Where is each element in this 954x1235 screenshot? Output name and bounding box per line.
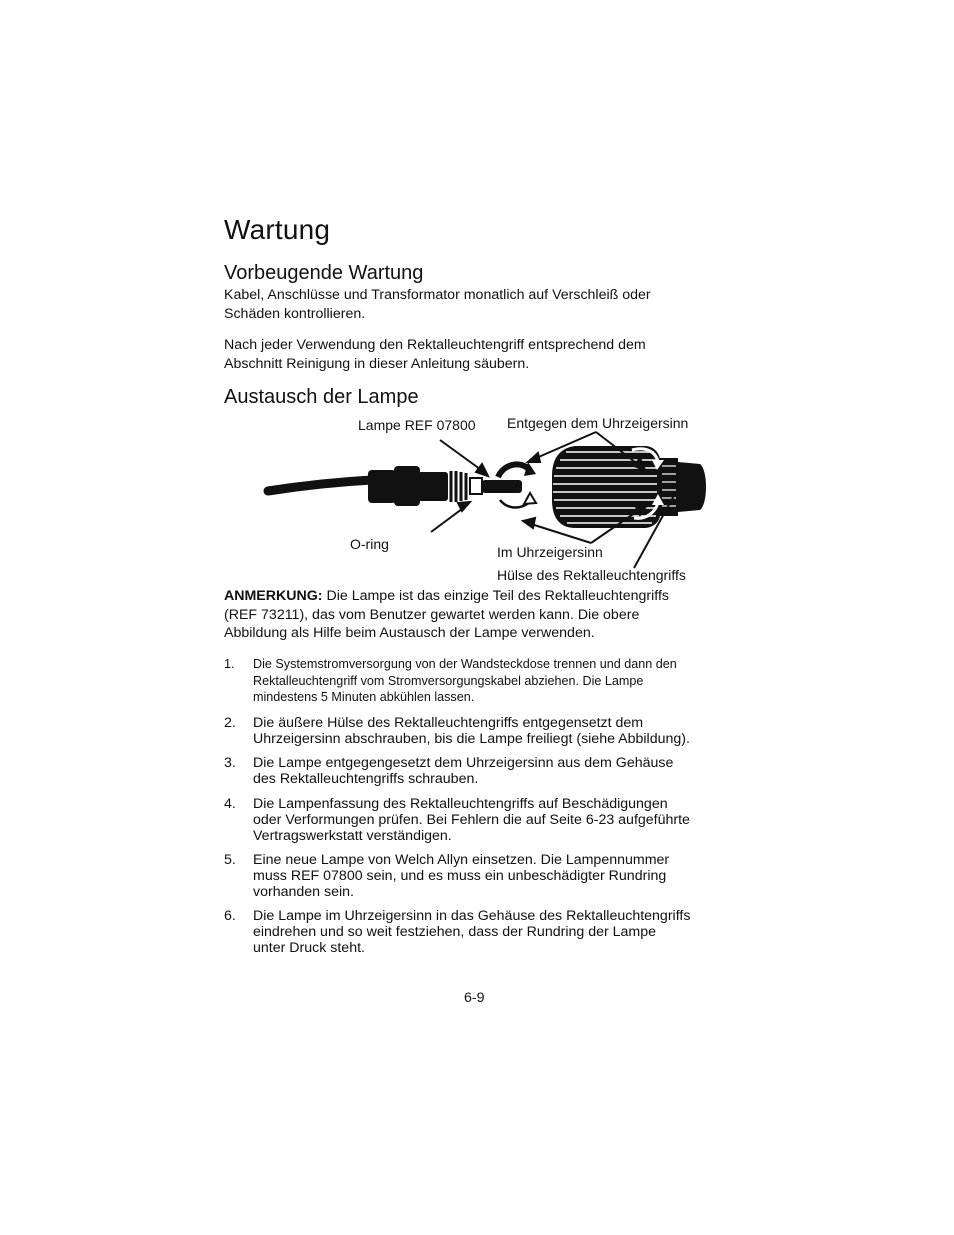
note-line xyxy=(224,587,734,606)
paragraph-line: Kabel, Anschlüsse und Transformator monatlich auf Verschleiß oder xyxy=(224,287,651,303)
step-line: Die Lampe entgegengesetzt dem Uhrzeigersinn aus dem Gehäuse xyxy=(253,755,674,771)
step-number: 2. xyxy=(224,715,236,731)
step-number: 4. xyxy=(224,796,236,812)
connector-body xyxy=(368,470,396,503)
list-item-step-2 xyxy=(224,715,736,747)
lamp-base xyxy=(470,478,482,494)
note-paragraph xyxy=(224,587,734,643)
note-text: Die Lampe ist das einzige Teil des Rektalleuchtengriffs xyxy=(322,588,670,604)
power-cable xyxy=(268,480,372,491)
step-number: 5. xyxy=(224,852,236,868)
page-number: 6-9 xyxy=(464,990,485,1006)
label-counterclockwise: Entgegen dem Uhrzeigersinn xyxy=(507,415,689,431)
step-line: mindestens 5 Minuten abkühlen lassen. xyxy=(253,690,475,704)
step-number: 3. xyxy=(224,755,236,771)
thread-rings xyxy=(451,471,466,502)
step-line: Vertragswerkstatt verständigen. xyxy=(253,828,452,844)
note-prefix: ANMERKUNG: xyxy=(224,588,323,604)
step-line: muss REF 07800 sein, und es muss ein unbeschädigter Rundring xyxy=(253,868,667,884)
connector-collar xyxy=(394,466,420,506)
step-number: 6. xyxy=(224,908,236,924)
step-line: Die äußere Hülse des Rektalleuchtengriffs entgegensetzt dem xyxy=(253,715,644,731)
label-handle-sleeve: Hülse des Rektalleuchtengriffs xyxy=(497,567,686,583)
paragraph-line: Nach jeder Verwendung den Rektalleuchtengriff entsprechend dem xyxy=(224,337,646,353)
list-item-step-1 xyxy=(224,656,736,706)
step-line: Uhrzeigersinn abschrauben, bis die Lampe freiliegt (siehe Abbildung). xyxy=(253,731,690,747)
note-line: (REF 73211), das vom Benutzer gewartet werden kann. Die obere xyxy=(224,606,640,623)
label-o-ring: O-ring xyxy=(350,536,389,552)
step-line: Rektalleuchtengriff vom Stromversorgungskabel abziehen. Die Lampe xyxy=(253,673,644,688)
step-line: Die Systemstromversorgung von der Wandsteckdose trennen und dann den xyxy=(253,657,677,671)
step-line: unter Druck steht. xyxy=(253,940,365,956)
step-number: 1. xyxy=(224,657,235,671)
list-item-step-6 xyxy=(224,908,736,956)
list-item-step-5 xyxy=(224,852,736,900)
note-line: Abbildung als Hilfe beim Austausch der Lampe verwenden. xyxy=(224,625,595,641)
step-line: Die Lampe im Uhrzeigersinn in das Gehäuse des Rektalleuchtengriffs xyxy=(253,908,691,924)
step-line: eindrehen und so weit festziehen, dass der Rundring der Lampe xyxy=(253,924,657,940)
sleeve-knurl xyxy=(660,458,678,516)
connector-neck xyxy=(418,472,448,501)
paragraph-line: Schäden kontrollieren. xyxy=(224,305,366,322)
page-title: Wartung xyxy=(224,214,331,245)
step-line: vorhanden sein. xyxy=(253,884,354,900)
paragraph-line: Abschnitt Reinigung in dieser Anleitung säubern. xyxy=(224,355,530,372)
section-heading-lamp-replacement: Austausch der Lampe xyxy=(224,386,419,408)
step-line: oder Verformungen prüfen. Bei Fehlern die auf Seite 6-23 aufgeführte xyxy=(253,812,690,828)
step-line: des Rektalleuchtengriffs schrauben. xyxy=(253,771,479,787)
label-lamp-ref: Lampe REF 07800 xyxy=(358,417,476,433)
label-clockwise: Im Uhrzeigersinn xyxy=(497,544,603,560)
section-heading-preventive-maintenance: Vorbeugende Wartung xyxy=(224,262,424,284)
lamp-bulb xyxy=(482,480,522,493)
sleeve-end-cap xyxy=(678,462,706,512)
lamp-replacement-illustration xyxy=(0,0,954,600)
step-line: Die Lampenfassung des Rektalleuchtengriffs auf Beschädigungen xyxy=(253,796,668,812)
step-line: Eine neue Lampe von Welch Allyn einsetzen. Die Lampennummer xyxy=(253,852,670,868)
list-item-step-4 xyxy=(224,796,736,844)
list-item-step-3 xyxy=(224,755,736,787)
